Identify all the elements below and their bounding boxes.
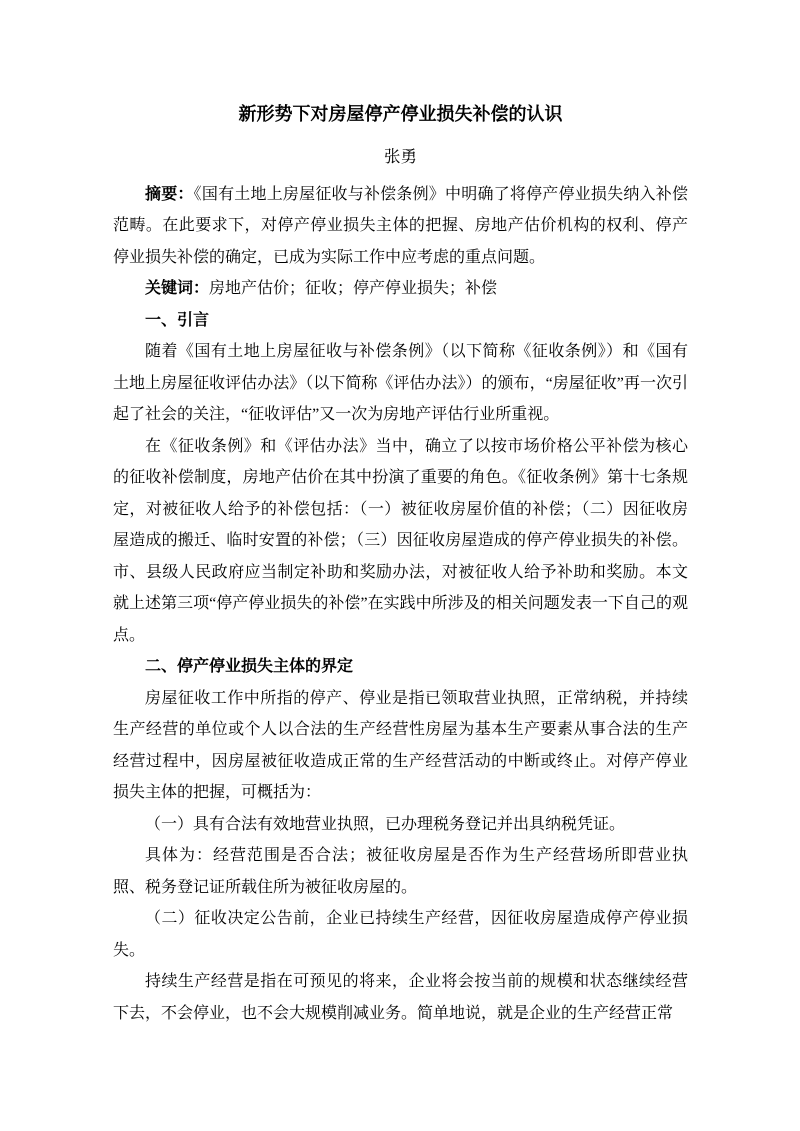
section-heading-introduction: 一、引言 xyxy=(145,311,210,329)
section-heading-loss-subject: 二、停产停业损失主体的界定 xyxy=(145,658,354,675)
abstract-label: 摘要： xyxy=(145,185,194,203)
paragraph: 具体为：经营范围是否合法；被征收房屋是否作为生产经营场所即营业执照、税务登记证所载住所为被征收房屋的。 xyxy=(113,847,688,896)
paragraph: 持续生产经营是指在可预见的将来，企业将会按当前的规模和状态继续经营下去，不会停业，也不会大规模削减业务。简单地说，就是企业的生产经营正常 xyxy=(113,973,688,1022)
keywords-paragraph xyxy=(113,273,688,305)
abstract-paragraph xyxy=(113,179,688,274)
paragraph: （二）征收决定公告前，企业已持续生产经营，因征收房屋造成停产停业损失。 xyxy=(113,910,688,959)
paragraph: （一）具有合法有效地营业执照，已办理税务登记并出具纳税凭证。 xyxy=(145,815,626,833)
paragraph: 房屋征收工作中所指的停产、停业是指已领取营业执照，正常纳税，并持续生产经营的单位或个人以合法的生产经营性房屋为基本生产要素从事合法的生产经营过程中，因房屋被征收造成正常的生产经营活动的中断或终止。对停产停业损失主体的把握，可概括为： xyxy=(113,689,688,801)
document-body xyxy=(113,179,688,1030)
paragraph: 在《征收条例》和《评估办法》当中，确立了以按市场价格公平补偿为核心的征收补偿制度，房地产估价在其中扮演了重要的角色。《征收条例》第十七条规定，对被征收人给予的补偿包括：（一）被征收房屋价值的补偿；（二）因征收房屋造成的搬迁、临时安置的补偿；（三）因征收房屋造成的停产停业损失的补偿。市、县级人民政府应当制定补助和奖励办法，对被征收人给予补助和奖励。本文就上述第三项“停产停业损失的补偿”在实践中所涉及的相关问题发表一下自己的观点。 xyxy=(113,437,688,644)
document-title: 新形势下对房屋停产停业损失补偿的认识 xyxy=(238,104,563,124)
keywords-text: 房地产估价；征收；停产停业损失；补偿 xyxy=(209,280,498,297)
paragraph: 随着《国有土地上房屋征收与补偿条例》（以下简称《征收条例》）和《国有土地上房屋征收评估办法》（以下简称《评估办法》）的颁布，“房屋征收”再一次引起了社会的关注，“征收评估”又一次为房地产评估行业所重视。 xyxy=(113,343,688,423)
document-author: 张勇 xyxy=(384,147,417,166)
abstract-text: 《国有土地上房屋征收与补偿条例》中明确了将停产停业损失纳入补偿范畴。在此要求下，对停产停业损失主体的把握、房地产估价机构的权利、停产停业损失补偿的确定，已成为实际工作中应考虑的重点问题。 xyxy=(113,185,688,266)
keywords-label: 关键词： xyxy=(145,280,210,297)
